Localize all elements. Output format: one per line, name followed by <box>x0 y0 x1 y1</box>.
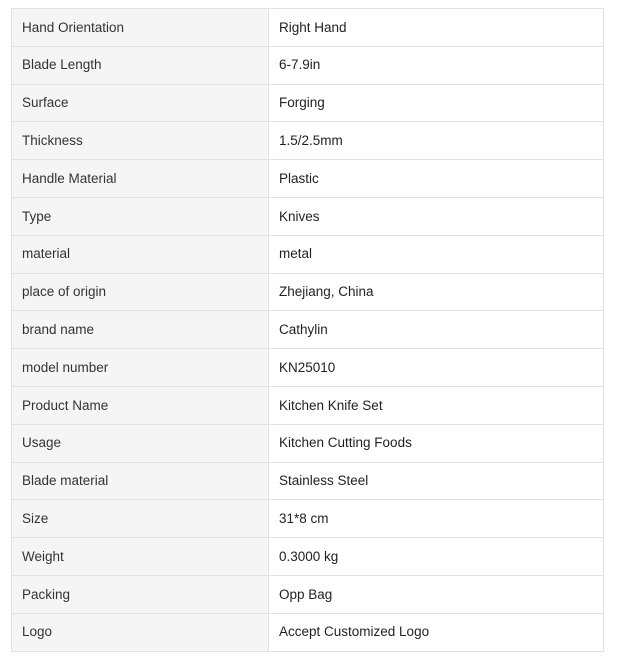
spec-key: Size <box>12 500 269 538</box>
spec-value: 31*8 cm <box>269 500 604 538</box>
spec-value: Kitchen Knife Set <box>269 386 604 424</box>
spec-key: Logo <box>12 613 269 651</box>
table-row <box>12 46 604 84</box>
table-row <box>12 122 604 160</box>
table-row <box>12 613 604 651</box>
spec-key: Blade material <box>12 462 269 500</box>
table-row <box>12 538 604 576</box>
table-row <box>12 311 604 349</box>
table-row <box>12 575 604 613</box>
spec-key: Packing <box>12 575 269 613</box>
table-row <box>12 197 604 235</box>
table-row <box>12 349 604 387</box>
spec-key: Surface <box>12 84 269 122</box>
table-row <box>12 235 604 273</box>
spec-value: 0.3000 kg <box>269 538 604 576</box>
spec-key: Type <box>12 197 269 235</box>
table-row <box>12 160 604 198</box>
table-row <box>12 462 604 500</box>
spec-value: Stainless Steel <box>269 462 604 500</box>
spec-table-body <box>12 9 604 652</box>
spec-value: Cathylin <box>269 311 604 349</box>
table-row <box>12 386 604 424</box>
table-row <box>12 84 604 122</box>
spec-value: KN25010 <box>269 349 604 387</box>
spec-key: Weight <box>12 538 269 576</box>
spec-key: model number <box>12 349 269 387</box>
spec-key: Thickness <box>12 122 269 160</box>
spec-value: Forging <box>269 84 604 122</box>
spec-value: Zhejiang, China <box>269 273 604 311</box>
spec-value: 6-7.9in <box>269 46 604 84</box>
spec-value: Right Hand <box>269 9 604 47</box>
spec-key: Product Name <box>12 386 269 424</box>
spec-key: Usage <box>12 424 269 462</box>
table-row <box>12 424 604 462</box>
spec-key: brand name <box>12 311 269 349</box>
table-row <box>12 500 604 538</box>
spec-key: material <box>12 235 269 273</box>
product-spec-table <box>11 8 604 652</box>
table-row <box>12 273 604 311</box>
spec-value: Plastic <box>269 160 604 198</box>
table-row <box>12 9 604 47</box>
spec-value: Knives <box>269 197 604 235</box>
spec-value: Kitchen Cutting Foods <box>269 424 604 462</box>
spec-value: metal <box>269 235 604 273</box>
spec-key: place of origin <box>12 273 269 311</box>
spec-value: Accept Customized Logo <box>269 613 604 651</box>
spec-key: Hand Orientation <box>12 9 269 47</box>
spec-value: 1.5/2.5mm <box>269 122 604 160</box>
spec-value: Opp Bag <box>269 575 604 613</box>
spec-key: Handle Material <box>12 160 269 198</box>
spec-key: Blade Length <box>12 46 269 84</box>
